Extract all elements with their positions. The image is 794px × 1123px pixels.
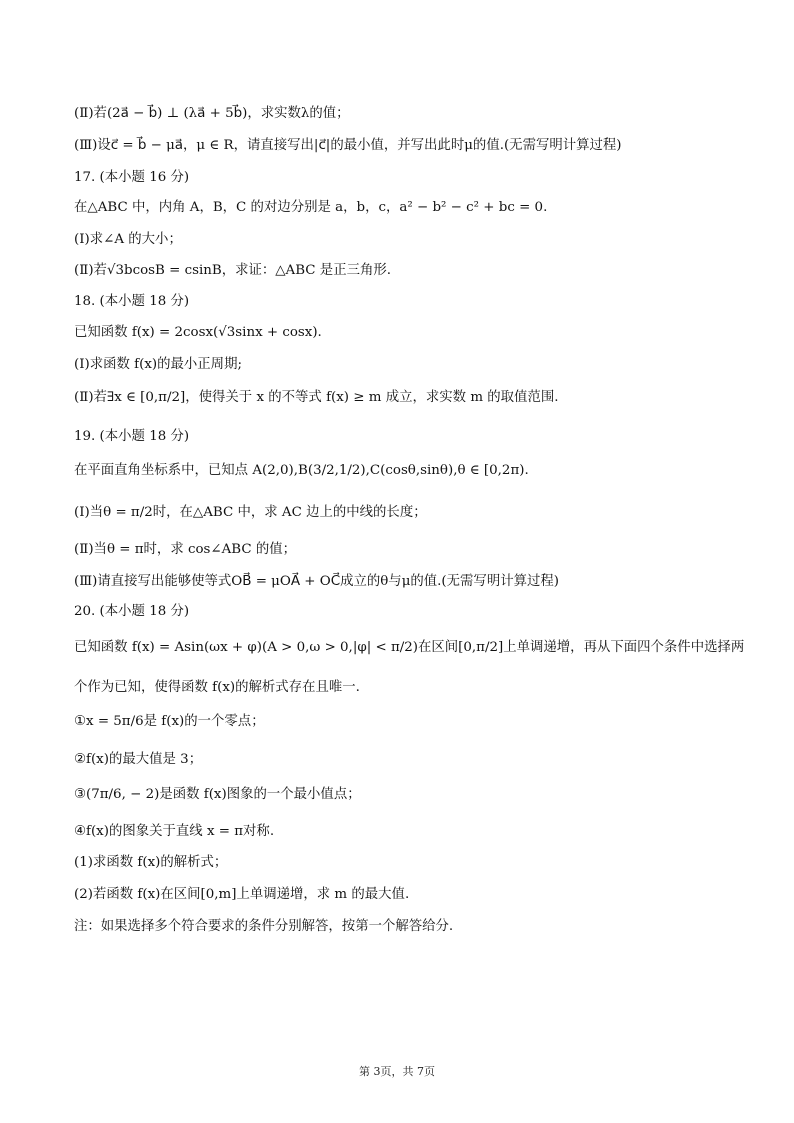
question-20-part-1: (1)求函数 f(x)的解析式； — [74, 855, 228, 870]
question-19-heading: 19. (本小题 18 分) — [74, 429, 190, 444]
question-16-part-3: (Ⅲ)设c⃗ = b⃗ − μa⃗，μ ∈ R，请直接写出|c⃗|的最小值，并写出此时μ的值.(无需写明计算过程) — [74, 138, 622, 153]
condition-2: ②f(x)的最大值是 3； — [74, 752, 203, 767]
question-17-part-1: (Ⅰ)求∠A 的大小； — [74, 232, 182, 247]
question-16-part-2: (Ⅱ)若(2a⃗ − b⃗) ⊥ (λa⃗ + 5b⃗)，求实数λ的值； — [74, 106, 350, 121]
question-19-part-3: (Ⅲ)请直接写出能够使等式OB⃗ = μOA⃗ + OC⃗成立的θ与μ的值.(无需写明计算过程) — [74, 574, 560, 589]
question-17-stem: 在△ABC 中，内角 A，B，C 的对边分别是 a，b，c，a² − b² − c² + bc = 0. — [74, 200, 548, 215]
question-18-part-2: (Ⅱ)若∃x ∈ [0,π/2]，使得关于 x 的不等式 f(x) ≥ m 成立，求实数 m 的取值范围. — [74, 390, 559, 405]
question-18-part-1: (Ⅰ)求函数 f(x)的最小正周期; — [74, 357, 242, 372]
question-20-heading: 20. (本小题 18 分) — [74, 604, 190, 619]
question-19-stem: 在平面直角坐标系中，已知点 A(2,0),B(3/2,1/2),C(cosθ,sinθ),θ ∈ [0,2π). — [74, 463, 529, 478]
condition-3: ③(7π/6, − 2)是函数 f(x)图象的一个最小值点； — [74, 787, 361, 802]
note: 注：如果选择多个符合要求的条件分别解答，按第一个解答给分. — [74, 919, 454, 934]
condition-1: ①x = 5π/6是 f(x)的一个零点； — [74, 714, 265, 729]
question-17-heading: 17. (本小题 16 分) — [74, 170, 190, 185]
question-17-part-2: (Ⅱ)若√3bcosB = csinB，求证：△ABC 是正三角形. — [74, 263, 392, 278]
question-20-part-2: (2)若函数 f(x)在区间[0,m]上单调递增，求 m 的最大值. — [74, 887, 410, 902]
question-20-stem-line-2: 个作为已知，使得函数 f(x)的解析式存在且唯一. — [74, 680, 360, 695]
question-19-part-2: (Ⅱ)当θ = π时，求 cos∠ABC 的值； — [74, 542, 297, 557]
question-20-stem-line-1: 已知函数 f(x) = Asin(ωx + φ)(A > 0,ω > 0,|φ| < π/2)在区间[0,π/2]上单调递增，再从下面四个条件中选择两 — [74, 640, 745, 655]
condition-4: ④f(x)的图象关于直线 x = π对称. — [74, 824, 275, 839]
question-18-heading: 18. (本小题 18 分) — [74, 294, 190, 309]
question-18-stem: 已知函数 f(x) = 2cosx(√3sinx + cosx). — [74, 325, 322, 340]
page-footer: 第 3页，共 7页 — [359, 1065, 435, 1078]
question-19-part-1: (Ⅰ)当θ = π/2时，在△ABC 中，求 AC 边上的中线的长度； — [74, 505, 427, 520]
